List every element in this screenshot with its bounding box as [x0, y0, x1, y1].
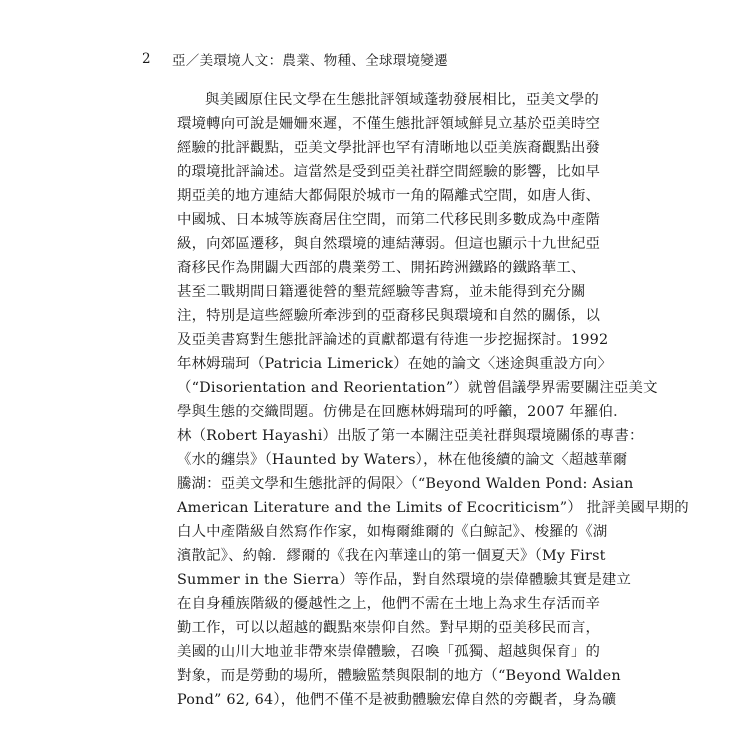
text-line: 《水的纏祟》（Haunted by Waters），林在他後續的論文〈超越華爾 [177, 452, 628, 468]
text-line: 學與生態的交織問題。仿佛是在回應林姆瑞珂的呼籲，2007 年羅伯． [177, 404, 628, 420]
text-line: 的環境批評論述。這當然是受到亞美社群空間經驗的影響，比如早 [177, 164, 601, 180]
running-header-title: 亞／美環境人文：農業、物種、全球環境變遷 [172, 53, 448, 69]
text-line: 勤工作，可以以超越的觀點來崇仰自然。對早期的亞美移民而言， [177, 620, 601, 636]
text-line: Summer in the Sierra）等作品，對自然環境的崇偉體驗其實是建立 [177, 572, 632, 588]
text-line: 白人中產階級自然寫作作家，如梅爾維爾的《白鯨記》、梭羅的《湖 [177, 524, 608, 540]
body-paragraph [177, 88, 689, 712]
text-line: （“Disorientation and Reorientation”）就曾倡議學界需要關注亞美文 [177, 380, 658, 396]
text-line: 中國城、日本城等族裔居住空間，而第二代移民則多數成為中產階 [177, 212, 601, 228]
text-line: 騰湖：亞美文學和生態批評的侷限〉（“Beyond Walden Pond: Asian [177, 476, 634, 492]
text-line: 年林姆瑞珂（Patricia Limerick）在她的論文〈迷途與重設方向〉 [177, 356, 613, 372]
text-line: 對象，而是勞動的場所，體驗監禁與限制的地方（“Beyond Walden [177, 668, 621, 684]
text-line: 林（Robert Hayashi）出版了第一本關注亞美社群與環境關係的專書： [177, 428, 644, 444]
text-line: 美國的山川大地並非帶來崇偉體驗，召喚「孤獨、超越與保育」的 [177, 644, 601, 660]
text-line: 與美國原住民文學在生態批評領域蓬勃發展相比，亞美文學的 [205, 92, 599, 108]
text-line: 期亞美的地方連結大都侷限於城市一角的隔離式空間，如唐人街、 [177, 188, 601, 204]
text-line: Pond” 62, 64），他們不僅不是被動體驗宏偉自然的旁觀者，身為礦 [177, 692, 617, 708]
text-line: 在自身種族階級的優越性之上，他們不需在土地上為求生存活而辛 [177, 596, 601, 612]
text-line: 裔移民作為開闢大西部的農業勞工、開拓跨洲鐵路的鐵路華工、 [177, 260, 586, 276]
text-line: 及亞美書寫對生態批評論述的貢獻都還有待進一步挖掘探討。1992 [177, 332, 609, 348]
running-header [142, 48, 448, 70]
page-number: 2 [142, 51, 151, 67]
text-line: 經驗的批評觀點，亞美文學批評也罕有清晰地以亞美族裔觀點出發 [177, 140, 601, 156]
text-line: 甚至二戰期間日籍遷徙營的墾荒經驗等書寫，並未能得到充分關 [177, 284, 586, 300]
text-line: 注，特別是這些經驗所牽涉到的亞裔移民與環境和自然的關係，以 [177, 308, 601, 324]
text-line: 濱散記》、約翰．繆爾的《我在內華達山的第一個夏天》（My First [177, 548, 606, 564]
text-line: 環境轉向可說是姍姍來遲，不僅生態批評領域鮮見立基於亞美時空 [177, 116, 601, 132]
text-line: American Literature and the Limits of Ecocriticism”） 批評美國早期的 [177, 500, 689, 516]
text-line: 級，向郊區遷移，與自然環境的連結薄弱。但這也顯示十九世紀亞 [177, 236, 601, 252]
